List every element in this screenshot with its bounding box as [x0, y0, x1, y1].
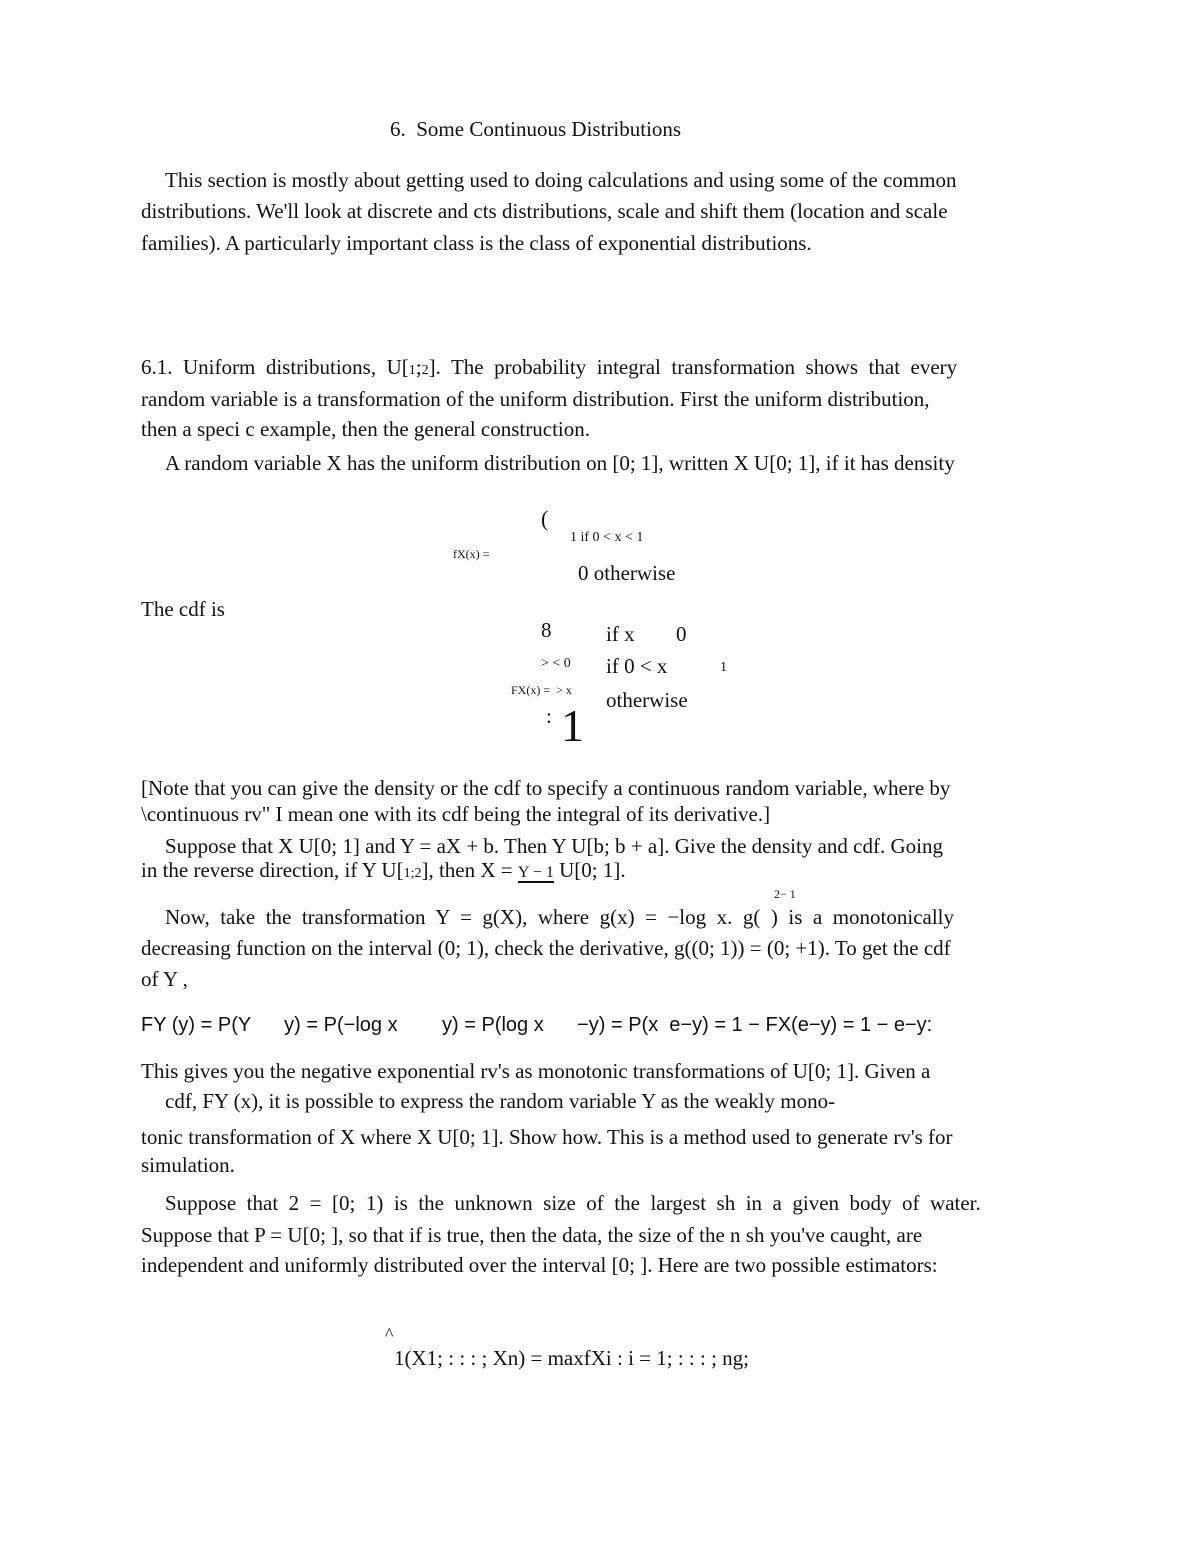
- density-case-1: 1 if 0 < x < 1: [570, 530, 644, 545]
- fish-line-3: independent and uniformly distributed over the interval [0; ]. Here are two possible estimators:: [141, 1253, 938, 1277]
- transform-line-2: decreasing function on the interval (0; 1), check the derivative, g((0; 1)) = (0; +1). To get the cdf: [141, 936, 951, 960]
- uniform-heading-a: 6.1. Uniform distributions, U[: [141, 355, 409, 379]
- cdf-case-3-value: 1: [561, 700, 584, 751]
- cdf-label: The cdf is: [141, 597, 225, 621]
- uniform-line-2: random variable is a transformation of the uniform distribution. First the uniform distribution,: [141, 387, 930, 411]
- note-line-2: \continuous rv" I mean one with its cdf being the integral of its derivative.]: [141, 802, 771, 826]
- density-lhs: fX(x) =: [453, 547, 490, 561]
- exponential-line-1: This gives you the negative exponential rv's as monotonic transformations of U[0; 1]. Given a: [141, 1059, 931, 1083]
- uniform-heading-sub1: 1: [408, 363, 416, 378]
- fish-line-2: Suppose that P = U[0; ], so that if is true, then the data, the size of the n sh you've caught, are: [141, 1223, 923, 1247]
- cdf-case-1-bound: 0: [676, 622, 687, 646]
- exponential-line-2: cdf, FY (x), it is possible to express the random variable Y as the weakly mono-: [165, 1089, 836, 1113]
- exponential-line-3: tonic transformation of X where X U[0; 1]. Show how. This is a method used to generate rv's for: [141, 1125, 953, 1149]
- cdf-brace-top: 8: [541, 618, 552, 642]
- cdf-case-2-bound: 1: [720, 660, 727, 675]
- cdf-case-1-value: > < 0: [541, 656, 571, 671]
- exponential-line-4: simulation.: [141, 1153, 235, 1177]
- intro-line-3: families). A particularly important class is the class of exponential distributions.: [141, 231, 812, 255]
- suppose-line-2-a: in the reverse direction, if Y U[: [141, 858, 404, 882]
- transform-line-1: Now, take the transformation Y = g(X), where g(x) = −log x. g( ) is a monotonically: [165, 905, 955, 929]
- suppose-line-2-sub: 1;2: [403, 866, 422, 881]
- uniform-line-3: then a speci c example, then the general construction.: [141, 417, 590, 441]
- estimator-formula: 1(X1; : : : ; Xn) = maxfXi : i = 1; : : : ; ng;: [394, 1346, 750, 1370]
- fish-line-1: Suppose that 2 = [0; 1) is the unknown size of the largest sh in a given body of water.: [165, 1191, 981, 1215]
- cdf-brace-bottom: :: [546, 704, 552, 728]
- density-case-2: 0 otherwise: [578, 561, 676, 585]
- density-brace: (: [541, 506, 549, 531]
- fraction-denominator: 2− 1: [774, 887, 796, 901]
- note-line-1: [Note that you can give the density or the cdf to specify a continuous random variable, where by: [141, 776, 951, 800]
- uniform-heading-b: ]. The probability integral transformation shows that every: [428, 355, 958, 379]
- suppose-line-1: Suppose that X U[0; 1] and Y = aX + b. Then Y U[b; b + a]. Give the density and cdf. Going: [165, 834, 943, 858]
- cdf-case-2-condition: if 0 < x: [606, 654, 668, 678]
- uniform-heading-line: [141, 357, 957, 378]
- section-heading: 6. Some Continuous Distributions: [390, 117, 682, 141]
- cdf-y-equation: FY (y) = P(Y y) = P(−log x y) = P(log x −y) = P(x e−y) = 1 − FX(e−y) = 1 − e−y:: [141, 1014, 933, 1036]
- suppose-line-2-b: ], then X =: [421, 858, 518, 882]
- uniform-line-4: A random variable X has the uniform distribution on [0; 1], written X U[0; 1], if it has density: [165, 451, 955, 475]
- intro-line-2: distributions. We'll look at discrete and cts distributions, scale and shift them (location and scale: [141, 199, 948, 223]
- estimator-hat: ^: [385, 1324, 394, 1344]
- intro-line-1: This section is mostly about getting used to doing calculations and using some of the common: [165, 168, 957, 192]
- cdf-case-1-condition: if x: [606, 622, 635, 646]
- cdf-lhs: FX(x) = > x: [511, 683, 572, 697]
- cdf-case-3-condition: otherwise: [606, 688, 688, 712]
- uniform-heading-sep: ;: [415, 355, 422, 379]
- transform-line-3: of Y ,: [141, 967, 188, 991]
- fraction-numerator: Y − 1: [517, 864, 554, 881]
- suppose-line-2-c: U[0; 1].: [553, 858, 626, 882]
- suppose-line-2: [141, 860, 626, 881]
- uniform-heading-sub2: 2: [421, 363, 429, 378]
